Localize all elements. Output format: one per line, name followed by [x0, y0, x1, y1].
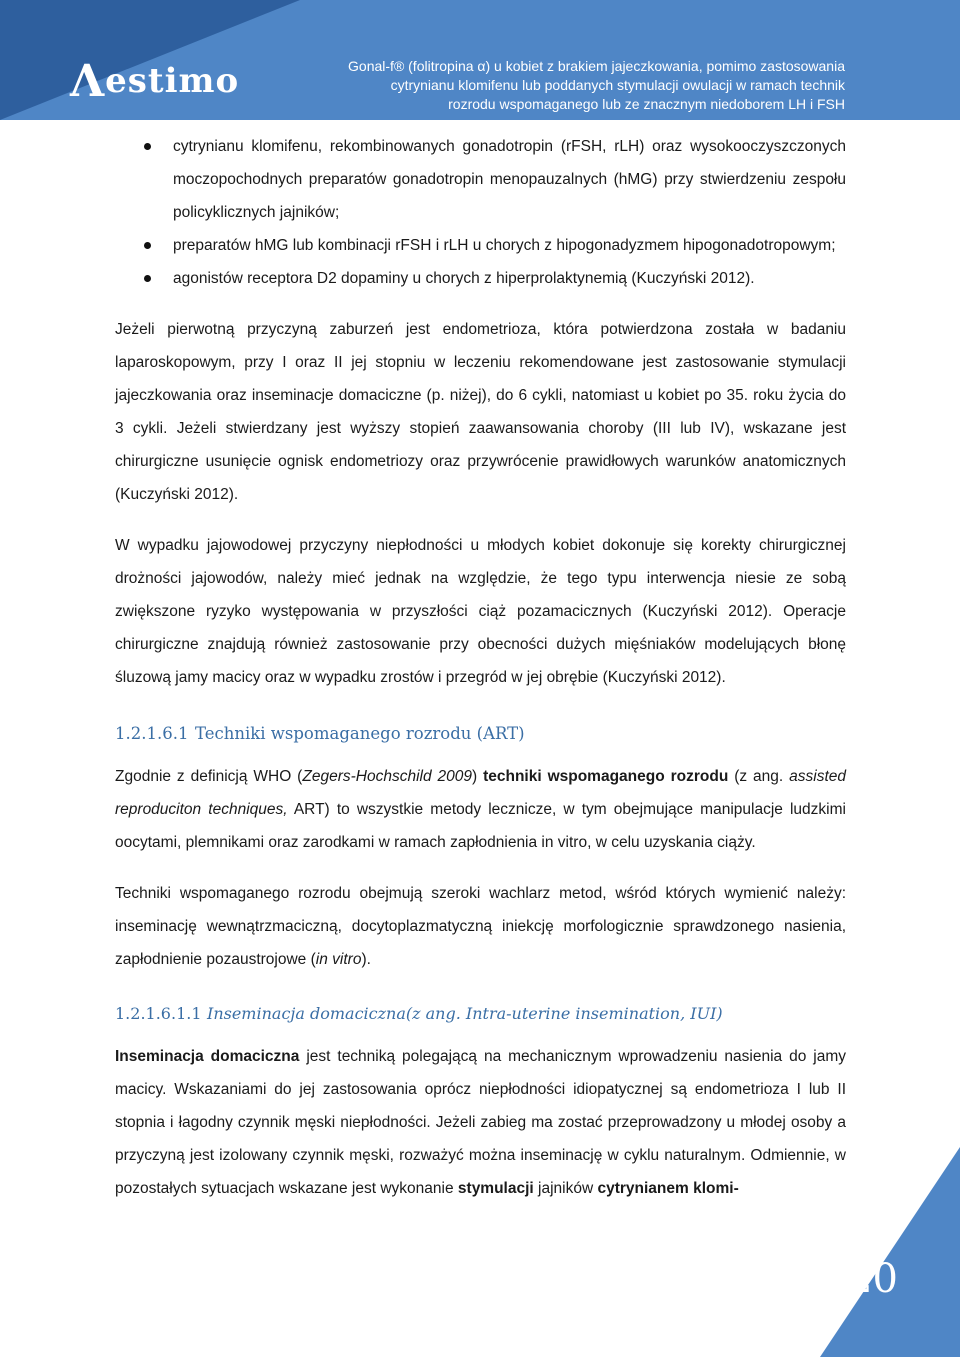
text-run: ART) to wszystkie metody lecznicze, w tym obejmujące manipulacje ludzkimi oocytami, plemnikami oraz zarodkami w ramach zapłodnienia in vitro, w celu uzyskania ciąży. — [115, 801, 846, 851]
bold-term: cytrynianem klomi- — [597, 1180, 739, 1197]
bullet-text: agonistów receptora D2 dopaminy u chorych z hiperprolaktynemią (Kuczyński 2012). — [173, 270, 755, 287]
section-heading-iui — [115, 1002, 846, 1026]
section-title: Techniki wspomaganego rozrodu (ART) — [195, 724, 525, 743]
section-heading-art — [115, 722, 846, 746]
page-corner-decoration — [820, 1147, 960, 1357]
bold-term: techniki wspomaganego rozrodu — [483, 768, 729, 785]
bold-term: stymulacji — [457, 1180, 534, 1197]
bullet-text: cytrynianu klomifenu, rekombinowanych gonadotropin (rFSH, rLH) oraz wysokooczyszczonych moczopochodnych preparatów gonadotropin menopauzalnych (hMG) przy stwierdzeniu zespołu policyklicznych jajników; — [173, 138, 846, 221]
text-run: (z ang. — [728, 768, 790, 785]
text-run: jest techniką polegającą na mechanicznym wprowadzeniu nasienia do jamy macicy. Wskazaniami do jej zastosowania oprócz niepłodności idiopatycznej są endometrioza I lub II stopnia i łagodny czynnik męski niepłodności. Jeżeli zabieg ma zostać przeprowadzony u młodej osoby a przyczyną jest izolowany czynnik męski, rozważyć można inseminację w cyklu naturalnym. Odmiennie, w pozostałych sytuacjach wskazane jest wykonanie — [115, 1048, 846, 1197]
paragraph-endometriosis: Jeżeli pierwotną przyczyną zaburzeń jest endometrioza, która potwierdzona została w badaniu laparoskopowym, przy I oraz II jej stopniu w leczeniu rekomendowane jest zastosowanie stymulacji jajeczkowania oraz inseminacje domaciczne (p. niżej), do 6 cykli, natomiast u kobiet po 35. roku życia do 3 cykli. Jeżeli stwierdzany jest wyższy stopień zaawansowania choroby (III lub IV), wskazane jest chirurgiczne usunięcie ognisk endometriozy oraz przywrócenie prawidłowych warunków anatomicznych (Kuczyński 2012). — [115, 321, 846, 503]
text-run: Techniki wspomaganego rozrodu obejmują szeroki wachlarz metod, wśród których wymienić należy: inseminację wewnątrzmaciczną, docytoplazmatyczną iniekcję morfologicznie sprawdzonego nasienia, zapłodnienie pozaustrojowe ( — [115, 885, 846, 968]
paragraph-tubal-factor: W wypadku jajowodowej przyczyny niepłodności u młodych kobiet dokonuje się korekty chirurgicznej drożności jajowodów, należy mieć jednak na względzie, że tego typu interwencja niesie ze sobą zwiększone ryzyko występowania w przyszłości ciąż pozamacicznych (Kuczyński 2012). Operacje chirurgiczne znajdują również zastosowanie przy obecności dużych mięśniaków modelujących błonę śluzową jamy macicy oraz w wypadku zrostów i przegród w jej obrębie (Kuczyński 2012). — [115, 537, 846, 686]
header-title-line-3: rozrodu wspomaganego lub ze znacznym niedoborem LH i FSH — [448, 96, 845, 112]
logo-lambda: Λ — [70, 56, 106, 107]
citation: Zegers-Hochschild 2009 — [302, 768, 472, 785]
paragraph-iui — [115, 1040, 846, 1205]
document-header-title — [285, 57, 845, 114]
text-run: ). — [361, 951, 371, 968]
logo-text: estimo — [105, 61, 240, 101]
paragraph-who-definition — [115, 760, 846, 859]
header-title-line-1: Gonal-f® (folitropina α) u kobiet z brakiem jajeczkowania, pomimo zastosowania — [348, 58, 845, 74]
bullet-list — [115, 130, 846, 295]
bullet-dot-icon — [144, 242, 151, 249]
section-number: 1.2.1.6.1 — [115, 724, 189, 743]
italic-term: in vitro — [315, 951, 362, 968]
section-title: Inseminacja domaciczna(z ang. Intra-uterine insemination, IUI) — [207, 1004, 723, 1023]
bullet-dot-icon — [144, 143, 151, 150]
bold-term: Inseminacja domaciczna — [115, 1048, 300, 1065]
page-number: 20 — [847, 1256, 898, 1302]
section-number: 1.2.1.6.1.1 — [115, 1004, 202, 1023]
italic-term: assisted reproduciton techniques, — [115, 768, 847, 818]
page-content — [115, 130, 846, 1205]
text-run: jajników — [533, 1180, 598, 1197]
text-run: Zgodnie z definicją WHO ( — [115, 768, 303, 785]
header-title-line-2: cytrynianu klomifenu lub poddanych stymulacji owulacji w ramach technik — [390, 77, 845, 93]
bullet-item — [0, 262, 846, 295]
bullet-dot-icon — [144, 275, 151, 282]
bullet-item — [0, 130, 846, 229]
paragraph-art-methods — [115, 877, 846, 976]
bullet-item — [0, 229, 846, 262]
text-run: ) — [471, 768, 484, 785]
bullet-text: preparatów hMG lub kombinacji rFSH i rLH u chorych z hipogonadyzmem hipogonadotropowym; — [173, 237, 836, 254]
estimo-logo — [70, 52, 240, 107]
